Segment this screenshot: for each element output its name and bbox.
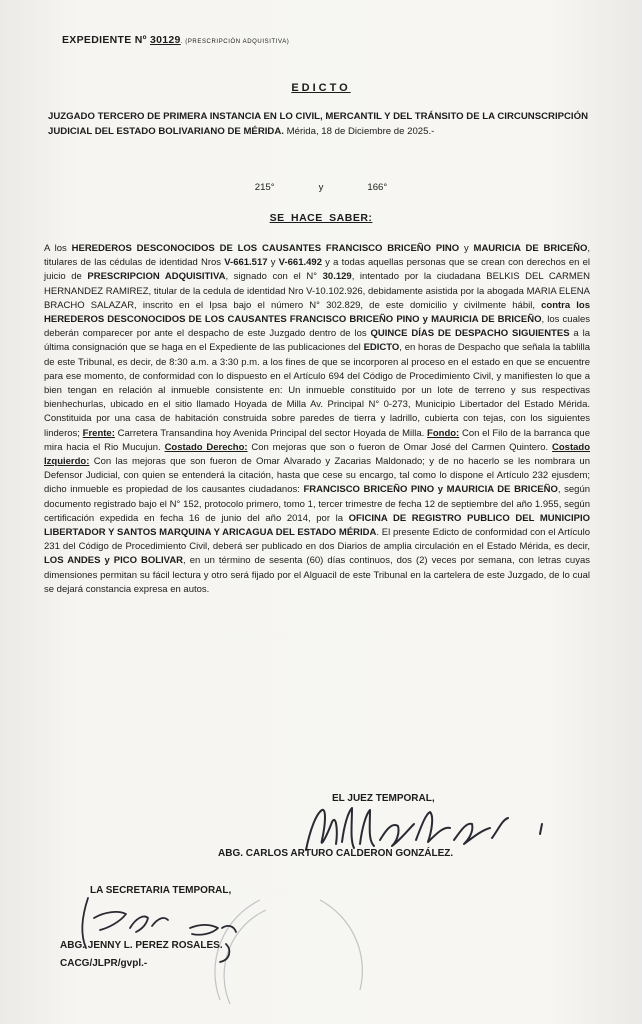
body-text-segment: , los cuales deberán comparecer por ante el despacho de este Juzgado dentro de los [44,314,591,340]
expediente-number: 30129 [149,34,181,46]
body-bold-segment: FRANCISCO BRICEÑO PINO y MAURICIA DE BRICEÑO [303,484,558,496]
body-text-segment: , en un término de sesenta (60) días continuos, dos (2) veces por semana, con letras cuyas dimensiones permitan su fácil lectura y otro será fijado por el Alguacil de este Tribunal en la cartelera de este Juzgado, de lo cual se dejará constancia expresa en autos. [44,555,590,595]
body-bold-segment: OFICINA DE REGISTRO PUBLICO DEL MUNICIPIO LIBERTADOR Y SANTOS MARQUINA Y ARICAGUA DEL ESTADO MÉRIDA [44,512,590,539]
body-text-segment: , titulares de las cédulas de identidad Nros [44,243,590,269]
lindero-fondo-label: Fondo: [427,427,460,439]
judge-name: ABG. CARLOS ARTURO CALDERON GONZÁLEZ. [218,848,454,859]
folio-left: 215° [254,182,275,193]
expediente-subject: . (PRESCRIPCIÓN ADQUISITIVA) [180,39,290,45]
court-name: JUZGADO TERCERO DE PRIMERA INSTANCIA EN LO CIVIL, MERCANTIL Y DEL TRÁNSITO DE LA CIRCUNSCRIPCIÓN JUDICIAL DEL ESTADO BOLIVARIANO DE MÉRIDA. [48,111,588,137]
body-text-segment: , intentado por la ciudadana BELKIS DEL CARMEN HERNANDEZ RAMIREZ, titular de la cedula de identidad Nro V-10.102.926, debidamente asistida por la abogada MARIA ELENA BRACHO SALAZAR, inscrito en el Ipsa bajo el número N° 302.829, de este domicilio y civilmente hábil, [44,271,590,311]
judge-title: EL JUEZ TEMPORAL, [332,793,435,804]
body-text-segment: . El presente Edicto de conformidad con el Artículo 231 del Código de Procedimiento Civil, deberá ser publicado en dos Diarios de amplia circulación en el Estado Mérida, es decir, [44,527,590,553]
body-bold-segment: contra los HEREDEROS DESCONOCIDOS DE LOS CAUSANTES FRANCISCO BRICEÑO PINO y MAURICIA DE BRICEÑO [44,299,590,326]
body-bold-segment: V-661.492 [278,257,322,269]
body-text-segment: Con el Filo de la barranca que mira hacia el Rio Mucujun. [44,427,590,453]
body-text-segment: , signado con el N° [225,271,323,283]
body-text-segment: y [267,257,279,269]
folio-connector: y [318,182,324,193]
body-text-segment: y a todas aquellas personas que se crean con derechos en el juicio de [44,257,590,283]
reference-initials: CACG/JLPR/gvpl.- [60,958,148,969]
folio-numbers [0,182,642,193]
body-bold-segment: V-661.517 [224,257,268,269]
body-bold-segment: 30.129 [322,271,352,283]
body-text-segment: , en horas de Despacho que señala la tablilla de este Tribunal, es decir, de 8:30 a.m. a 3:30 p.m. a los fines de que se incorporen al proceso en el estado en que se encuentre para ese momento, de conformidad con lo dispuesto en el Artículo 694 del Código de Procedimiento Civil, y manifiesten lo que a bien tengan en relación al inmueble consistente en: Un inmueble constituido por un lote de terreno y sus respectivas bienhechurlas, ubicado en el sitio llamado Hoyada de Milla Av. Principal N° 0-273, Municipio Libertador del Estado Mérida. Constituida por una casa de habitación construida sobre paredes de tierra y ladrillo, cubierta con tejas, con los siguientes linderos; [44,342,590,439]
folio-right: 166° [367,182,388,193]
document-title-text: EDICTO [291,82,351,94]
edict-body [44,242,590,597]
court-heading [48,110,588,139]
secretary-signature-icon [60,888,260,968]
secretary-name: ABG. JENNY L. PEREZ ROSALES. [60,940,223,951]
body-bold-segment: EDICTO [363,342,400,354]
body-text-segment: y [459,243,474,254]
secretary-title: LA SECRETARIA TEMPORAL, [90,885,232,896]
body-bold-segment: QUINCE DÍAS DE DESPACHO SIGUIENTES [370,328,570,340]
lindero-frente-label: Frente: [82,427,115,439]
expediente-header [62,34,289,46]
body-text-segment: Con las mejoras que son fueron de Omar Alvarado y Zacarias Maldonado; y de no hacerlo se les nombrara un Defensor Judicial, con quien se entenderá la citación, hasta que cese su encargo, tal como lo dispone el Artículo 232 ejusdem; dicho inmueble es propiedad de los causantes ciudadanos: [44,456,590,496]
hace-saber-heading [0,212,642,224]
hace-saber-text: SE HACE SABER: [269,212,373,224]
lindero-izquierdo-label: Costado Izquierdo: [44,441,590,468]
body-text-segment: , según documento registrado bajo el N° 152, protocolo primero, tomo 1, tercer trimestre de fecha 12 de septiembre del año 1.955, según certificación expedida en fecha 16 de junio del año 2014, por la [44,484,591,524]
court-seal-icon [200,880,380,1020]
body-text-segment: A los [44,243,72,254]
body-text-segment: a la última consignación que se haga en el Expediente de las publicaciones del [44,328,590,354]
issue-date: Mérida, 18 de Diciembre de 2025.- [286,125,435,137]
body-text-segment: Con mejoras que son o fueron de Omar José del Carmen Quintero. [247,441,552,453]
body-bold-segment: LOS ANDES y PICO BOLIVAR [44,555,184,567]
document-title [0,82,642,94]
body-bold-segment: HEREDEROS DESCONOCIDOS DE LOS CAUSANTES FRANCISCO BRICEÑO PINO [71,243,460,254]
lindero-derecho-label: Costado Derecho: [164,441,248,453]
body-bold-segment: MAURICIA DE BRICEÑO [473,243,588,254]
body-bold-segment: PRESCRIPCION ADQUISITIVA [87,271,226,283]
expediente-label: EXPEDIENTE Nº [62,34,147,46]
body-text-segment: Carretera Transandina hoy Avenida Principal del sector Hoyada de Milla. [114,427,428,439]
